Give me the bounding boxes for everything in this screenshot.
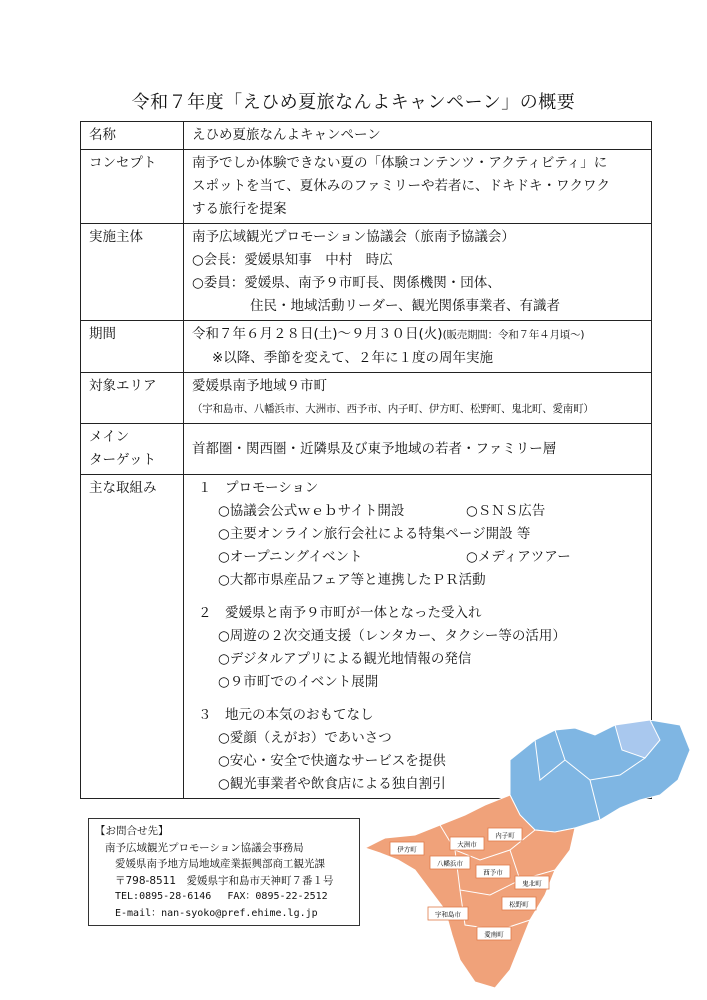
table-row-concept [81, 150, 652, 224]
period-sales: (販売期間：令和７年４月頃～) [442, 329, 585, 341]
row-value-area [184, 373, 652, 424]
map-label-seiyo: 西予市 [483, 868, 503, 877]
period-note: ※以降、季節を変えて、２年に１度の周年実施 [212, 350, 494, 366]
row-label-target [81, 424, 184, 475]
organizer-line: ○会長：愛媛県知事 中村 時広 [192, 252, 393, 268]
contact-email[interactable]: E-mail：nan-syoko@pref.ehime.lg.jp [115, 907, 318, 919]
row-label-organizer: 実施主体 [81, 224, 184, 321]
area-main: 愛媛県南予地域９市町 [192, 378, 327, 394]
ehime-map [360, 720, 690, 990]
effort-heading: ３ 地元の本気のおもてなし [198, 707, 374, 723]
map-label-ainan: 愛南町 [484, 930, 504, 939]
organizer-line: 住民・地域活動リーダー、観光関係事業者、有識者 [250, 298, 560, 314]
row-value-target: 首都圏・関西圏・近隣県及び東予地域の若者・ファミリー層 [184, 424, 652, 475]
table-row-name [81, 122, 652, 150]
effort-heading: ２ 愛媛県と南予９市町が一体となった受入れ [198, 605, 482, 621]
effort-item: ○観光事業者や飲食店による独自割引 [218, 776, 446, 792]
map-label-ikata: 伊方町 [397, 845, 417, 854]
target-label-line: ターゲット [89, 452, 156, 468]
target-label-line: メイン [89, 429, 130, 445]
contact-box [88, 818, 360, 926]
table-row-target [81, 424, 652, 475]
row-label-efforts: 主な取組み [81, 475, 184, 799]
effort-item: ○デジタルアプリによる観光地情報の発信 [218, 651, 472, 667]
table-row-area [81, 373, 652, 424]
effort-item: ○９市町でのイベント展開 [218, 674, 379, 690]
contact-org: 南予広域観光プロモーション協議会事務局 [105, 841, 304, 854]
row-value-organizer [184, 224, 652, 321]
map-label-kihoku: 鬼北町 [522, 879, 542, 888]
table-row-organizer [81, 224, 652, 321]
row-value-period [184, 321, 652, 373]
row-label-period: 期間 [81, 321, 184, 373]
effort-item: ○ＳＮＳ広告 [466, 503, 546, 519]
contact-tel: TEL:0895-28-6146 FAX：0895-22-2512 [115, 891, 328, 902]
map-label-uchiko: 内子町 [495, 831, 515, 840]
map-label-matsuno: 松野町 [509, 900, 529, 909]
contact-heading: 【お問合せ先】 [95, 825, 169, 837]
page-title: 令和７年度「えひめ夏旅なんよキャンペーン」の概要 [131, 92, 576, 113]
effort-item: ○周遊の２次交通支援（レンタカー、タクシー等の活用） [218, 628, 566, 644]
contact-address: 〒798-8511 愛媛県宇和島市天神町７番１号 [115, 874, 334, 887]
organizer-line: 南予広域観光プロモーション協議会（旅南予協議会） [192, 229, 515, 245]
effort-heading: １ プロモーション [198, 480, 319, 496]
map-north-region [510, 720, 690, 832]
period-main: 令和７年６月２８日(土)～９月３０日(火) [192, 326, 443, 342]
map-label-uwajima: 宇和島市 [435, 910, 461, 919]
map-label-yawatahama: 八幡浜市 [437, 859, 463, 868]
row-label-area: 対象エリア [81, 373, 184, 424]
contact-dept: 愛媛県南予地方局地域産業振興部商工観光課 [115, 858, 325, 870]
effort-item: ○大都市県産品フェア等と連携したＰＲ活動 [218, 572, 486, 588]
row-value-concept [184, 150, 652, 224]
concept-line: する旅行を提案 [192, 201, 287, 217]
row-label-name: 名称 [81, 122, 184, 150]
effort-item: ○主要オンライン旅行会社による特集ページ開設 等 [218, 526, 531, 542]
table-row-period [81, 321, 652, 373]
overview-table [80, 121, 652, 799]
row-label-concept: コンセプト [81, 150, 184, 224]
map-label-ozu: 大洲市 [457, 840, 477, 849]
effort-item: ○オープニングイベント [218, 549, 363, 565]
concept-line: 南予でしか体験できない夏の「体験コンテンツ・アクティビティ」に [192, 155, 608, 171]
effort-item: ○協議会公式ｗｅｂサイト開設 [218, 503, 405, 519]
row-value-name: えひめ夏旅なんよキャンペーン [184, 122, 652, 150]
effort-item: ○愛顔（えがお）であいさつ [218, 730, 392, 746]
effort-item: ○メディアツアー [466, 549, 571, 565]
area-sub: （宇和島市、八幡浜市、大洲市、西予市、内子町、伊方町、松野町、鬼北町、愛南町） [192, 403, 594, 415]
organizer-line: ○委員：愛媛県、南予９市町長、関係機関・団体、 [192, 275, 501, 291]
effort-item: ○安心・安全で快適なサービスを提供 [218, 753, 446, 769]
concept-line: スポットを当て、夏休みのファミリーや若者に、ドキドキ・ワクワク [192, 178, 610, 194]
